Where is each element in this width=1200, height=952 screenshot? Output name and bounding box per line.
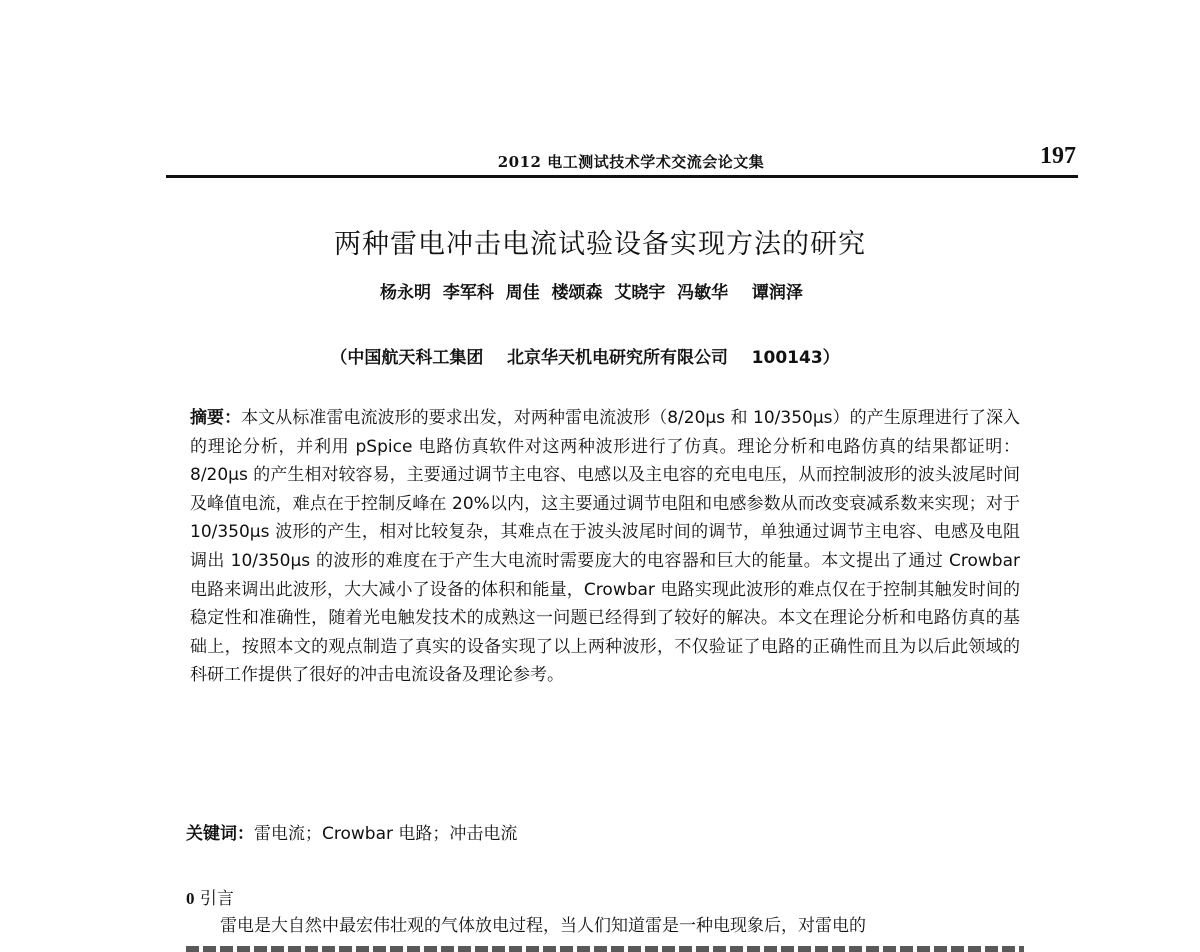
affiliation: （中国航天科工集团 北京华天机电研究所有限公司 100143） <box>330 348 840 368</box>
section-heading-introduction <box>186 884 234 909</box>
keywords-text: 雷电流；Crowbar 电路；冲击电流 <box>254 824 518 844</box>
cutoff-text-line <box>186 941 1026 952</box>
page-number: 197 <box>1040 143 1076 169</box>
body-paragraph: 雷电是大自然中最宏伟壮观的气体放电过程，当人们知道雷是一种电现象后，对雷电的 <box>220 916 866 936</box>
keywords <box>186 819 517 844</box>
abstract-label: 摘要： <box>190 408 242 428</box>
abstract-text: 本文从标准雷电流波形的要求出发，对两种雷电流波形（8/20μs 和 10/350μs）的产生原理进行了深入的理论分析，并利用 pSpice 电路仿真软件对这两种波形进行了仿真。理论分析和电路仿真的结果都证明：8/20μs 的产生相对较容易，主要通过调节主电容、电感以及主电容的充电电压，从而控制波形的波头波尾时间及峰值电流，难点在于控制反峰在 20%以内，这主要通过调节电阻和电感参数从而改变衰减系数来实现；对于 10/350μs 波形的产生，相对比较复杂，其难点在于波头波尾时间的调节，单独通过调节主电容、电感及电阻调出 10/350μs 的波形的难度在于产生大电流时需要庞大的电容器和巨大的能量。本文提出了通过 Crowbar 电路来调出此波形，大大减小了设备的体积和能量，Crowbar 电路实现此波形的难点仅在于控制其触发时间的稳定性和准确性，随着光电触发技术的成熟这一问题已经得到了较好的解决。本文在理论分析和电路仿真的基础上，按照本文的观点制造了真实的设备实现了以上两种波形，不仅验证了电路的正确性而且为以后此领域的科研工作提供了很好的冲击电流设备及理论参考。 <box>190 408 1021 686</box>
author-list: 杨永明 李军科 周佳 楼颂森 艾晓宇 冯敏华 谭润泽 <box>380 283 803 303</box>
paper-title: 两种雷电冲击电流试验设备实现方法的研究 <box>334 229 866 260</box>
running-header-title: 2012 电工测试技术学术交流会论文集 <box>497 153 765 171</box>
truncated-text-ink <box>186 946 1024 952</box>
section-title: 引言 <box>199 889 234 909</box>
running-header <box>166 143 1078 180</box>
section-number: 0 <box>186 889 195 908</box>
abstract <box>190 404 1020 690</box>
keywords-label: 关键词： <box>186 824 254 844</box>
header-rule <box>166 175 1078 178</box>
